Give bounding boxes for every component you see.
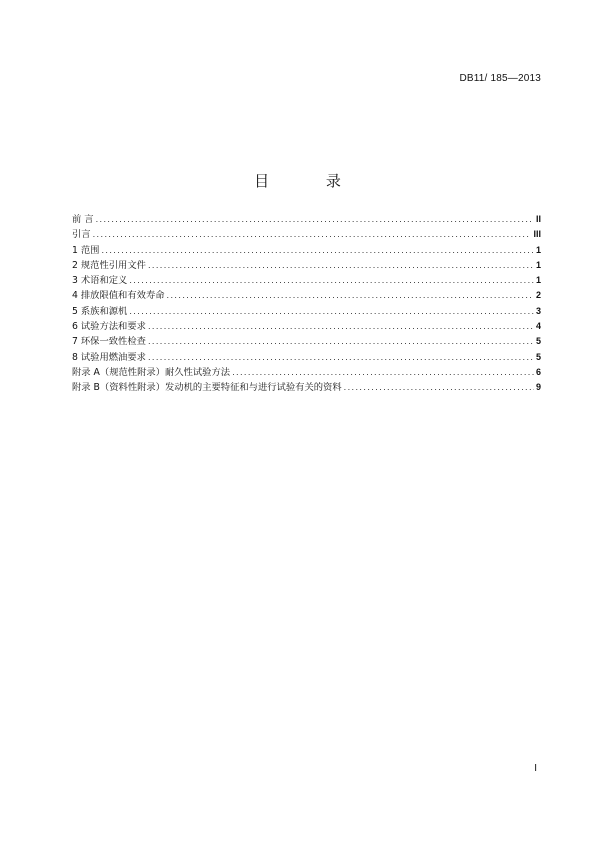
- toc-entry-page: 6: [535, 366, 541, 377]
- toc-entry-label: 4 排放限值和有效寿命: [72, 290, 165, 302]
- toc-entry-terms-definitions[interactable]: [72, 273, 541, 288]
- toc-leader-dots: [148, 350, 534, 365]
- toc-entry-conformity-check[interactable]: [72, 334, 541, 349]
- toc-entry-label: 6 试验方法和要求: [72, 321, 146, 333]
- toc-entry-page: 9: [535, 382, 541, 393]
- toc-entry-label: 附录 B（资料性附录）发动机的主要特征和与进行试验有关的资料: [72, 382, 342, 394]
- toc-leader-dots: [232, 365, 534, 380]
- toc-entry-emission-limits[interactable]: [72, 288, 541, 303]
- document-code: DB11/ 185—2013: [459, 73, 541, 84]
- toc-title: 目 录: [254, 172, 367, 190]
- toc-entry-introduction[interactable]: [72, 227, 541, 242]
- toc-leader-dots: [148, 319, 534, 334]
- toc-entry-label: 1 范围: [72, 244, 100, 256]
- toc-entry-label: 5 系族和源机: [72, 305, 128, 317]
- toc-entry-page: III: [533, 229, 541, 240]
- toc-entry-label: 7 环保一致性检查: [72, 336, 146, 348]
- toc-entry-page: 2: [535, 290, 541, 301]
- toc-entry-page: II: [535, 214, 541, 224]
- toc-leader-dots: [101, 243, 534, 258]
- toc-entry-scope[interactable]: [72, 243, 541, 258]
- toc-leader-dots: [93, 227, 532, 242]
- toc-entry-preface[interactable]: [72, 212, 541, 227]
- toc-entry-page: 1: [535, 259, 541, 270]
- table-of-contents: [72, 212, 541, 396]
- toc-entry-page: 4: [535, 321, 541, 332]
- toc-entry-family-parent-engine[interactable]: [72, 304, 541, 319]
- toc-entry-normative-references[interactable]: [72, 258, 541, 273]
- toc-entry-label: 引言: [72, 229, 91, 241]
- toc-leader-dots: [96, 212, 534, 227]
- toc-leader-dots: [129, 273, 534, 288]
- toc-entry-page: 5: [535, 336, 541, 347]
- toc-entry-label: 附录 A（规范性附录）耐久性试验方法: [72, 366, 231, 378]
- toc-leader-dots: [344, 380, 534, 395]
- toc-entry-page: 1: [535, 244, 541, 255]
- toc-entry-label: 2 规范性引用文件: [72, 259, 146, 271]
- toc-leader-dots: [129, 304, 534, 319]
- toc-leader-dots: [148, 258, 534, 273]
- toc-entry-page: 5: [535, 351, 541, 362]
- page-number: I: [534, 763, 537, 774]
- toc-entry-label: 8 试验用燃油要求: [72, 351, 146, 363]
- toc-entry-label: 3 术语和定义: [72, 275, 128, 287]
- toc-entry-page: 3: [535, 305, 541, 316]
- toc-leader-dots: [167, 288, 534, 303]
- toc-entry-appendix-b[interactable]: [72, 380, 541, 395]
- toc-entry-fuel-requirements[interactable]: [72, 350, 541, 365]
- toc-leader-dots: [148, 334, 534, 349]
- toc-entry-page: 1: [535, 275, 541, 286]
- toc-entry-appendix-a[interactable]: [72, 365, 541, 380]
- toc-entry-label: 前 言: [72, 214, 94, 225]
- toc-entry-test-methods[interactable]: [72, 319, 541, 334]
